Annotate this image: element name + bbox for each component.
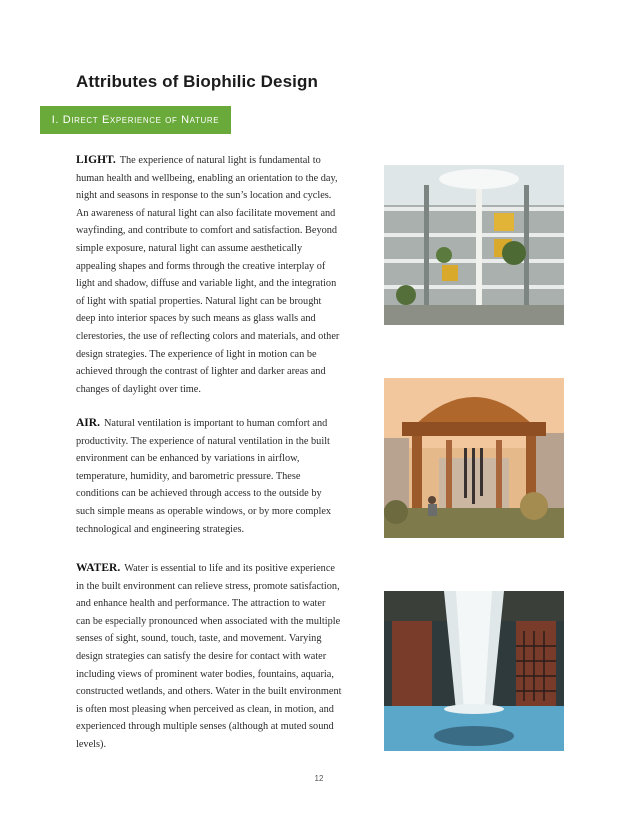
air-heading: AIR. — [76, 417, 100, 429]
section-banner-label: I. Direct Experience of Nature — [51, 114, 220, 126]
light-body: The experience of natural light is fundamental to human health and wellbeing, enabling an orientation to the day, night and seasons in response to the sun’s location and cycles. An awareness of natural light can also facilitate movement and wayfinding, and contribute to comfort and satisfaction. Beyond simple exposure, natural light can assume aesthetically appealing shapes and forms through the creative interplay of light and shadow, diffuse and variable light, and the integration of light with spatial properties. Natural light can be brought deep into interior spaces by such means as glass walls and clerestories, the use of reflecting colors and materials, and other design strategies. The experience of light in motion can be achieved through the contrast of lighter and darker areas and changes of daylight over time. — [76, 155, 340, 395]
light-section — [76, 152, 342, 398]
air-body: Natural ventilation is important to human comfort and productivity. The experience of natural ventilation in the built environment can be enhanced by variations in airflow, temperature, humidity, and barometric pressure. These conditions can be achieved through access to the outside by such simple means as operable windows, or by more complex technological and engineering strategies. — [76, 418, 332, 535]
water-heading: WATER. — [76, 562, 121, 574]
section-banner — [40, 106, 231, 134]
light-heading: LIGHT. — [76, 154, 116, 166]
water-paragraph — [76, 560, 342, 754]
waterfall-photo — [384, 591, 564, 751]
atrium-photo — [384, 165, 564, 325]
page-title: Attributes of Biophilic Design — [76, 72, 318, 91]
water-body: Water is essential to life and its positive experience in the built environment can relieve stress, promote satisfaction, and enhance health and performance. The attraction to water can be especially pronounced when associated with the multiple senses of sight, sound, touch, taste, and movement. Varying design strategies can satisfy the desire for contact with water including views of prominent water bodies, fountains, aquaria, constructed wetlands, and others. Water in the built environment is often most pleasing when perceived as clean, in motion, and experienced through multiple senses (although at muted sound levels). — [76, 563, 342, 750]
air-section — [76, 415, 342, 538]
page-number: 12 — [314, 774, 324, 783]
light-paragraph — [76, 152, 342, 398]
gazebo-photo — [384, 378, 564, 538]
air-paragraph — [76, 415, 342, 538]
water-section — [76, 560, 342, 754]
